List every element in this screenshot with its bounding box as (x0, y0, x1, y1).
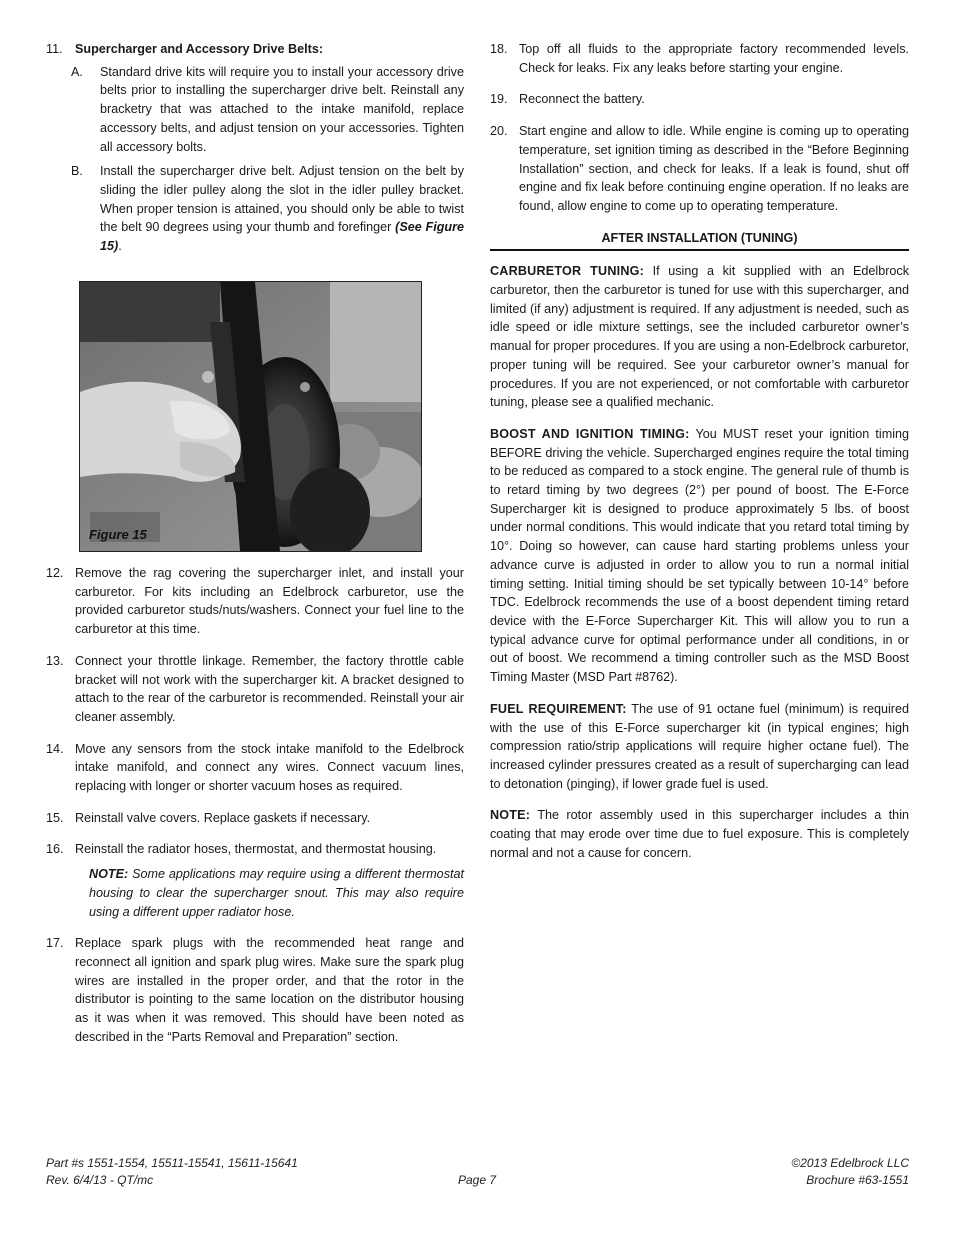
step-number: 14. (46, 741, 64, 756)
substep-text: Standard drive kits will require you to install your accessory drive belts prior to installing the supercharger drive belt. Reinstall any bracketry that was attached to the intake manifold, replace accessory belts, and adjust tension on your accessories. Tighten all accessory bolts. (100, 64, 464, 154)
step-14 (46, 740, 464, 796)
rotor-note-paragraph (490, 806, 909, 862)
step-title: Supercharger and Accessory Drive Belts: (75, 42, 324, 56)
step-text: Move any sensors from the stock intake manifold to the Edelbrock intake manifold, and connect any wires. Connect vacuum lines, replacing with longer or shorter vacuum hoses as required. (75, 741, 464, 794)
step-number: 13. (46, 653, 64, 668)
step-text: Top off all fluids to the appropriate factory recommended levels. Check for leaks. Fix any leaks before starting your engine. (519, 42, 909, 75)
paragraph-lead: BOOST AND IGNITION TIMING: (490, 426, 690, 441)
step-number: 12. (46, 566, 64, 580)
step-number: 11. (46, 42, 63, 56)
step-11b (71, 162, 464, 256)
footer-page-number: Page 7 (457, 1173, 497, 1187)
figure-15-image (80, 282, 421, 551)
footer-copyright-line: ©2013 Edelbrock LLC (791, 1156, 909, 1170)
step-number: 17. (46, 936, 64, 951)
step-number: 18. (490, 42, 508, 56)
carburetor-tuning-paragraph (490, 262, 909, 412)
step-text: Connect your throttle linkage. Remember, the factory throttle cable bracket will not work with the supercharger kit. A bracket designed to attach to the rear of the carburetor is recommended. Reinstall your air cleaner assembly. (75, 653, 464, 724)
figure-15-photo (79, 281, 422, 552)
step-text: Reinstall valve covers. Replace gaskets if necessary. (75, 810, 371, 825)
step-text: Reinstall the radiator hoses, thermostat, and thermostat housing. (75, 842, 437, 857)
footer-copyright (791, 1155, 909, 1188)
step-20 (490, 122, 909, 216)
step-number: 15. (46, 810, 64, 825)
step-number: 16. (46, 842, 64, 857)
paragraph-lead: CARBURETOR TUNING: (490, 264, 645, 279)
step-19 (490, 90, 909, 109)
paragraph-text: You MUST reset your ignition timing BEFORE driving the vehicle. Supercharged engines require the total timing to be reduced as compared to a stock engine. The general rule of thumb is to retard timing by two degrees (2°) per pound of boost. The E-Force Supercharger kit is designed to produce approximately 5 lbs. of boost under normal conditions. This would indicate that you retard total timing by 10°. Doing so however, can cause hard starting problems unless your advance curve is adjusted in order to allow you to run a normal initial timing setting. Initial timing should be set typically between 10-14° before TDC. Edelbrock recommends the use of a boost dependent timing retard device with the E-Force Supercharger Kit. This will allow you to run a typical advance curve for optimal performance under all conditions, in or out of boost. We recommend a timing controller such as the MSD Boost Timing Master (MSD Part #8762). (490, 426, 909, 685)
footer-part-line: Part #s 1551-1554, 15511-15541, 15611-15641 (46, 1156, 298, 1170)
paragraph-text: The use of 91 octane fuel (minimum) is required with the use of this E-Force supercharger kit (in typical engines; high compression ratio/strip applications will require higher octane fuel). The increased cylinder pressures created as a result of supercharging can lead to detonation (pinging), if lower grade fuel is used. (490, 701, 909, 791)
step-text: Start engine and allow to idle. While engine is coming up to operating temperature, set ignition timing as described in the “Before Beginning Installation” section, and check for leaks. If a leak is found, shut off engine and fix leak before continuing engine operation. If no leaks are found, allow engine to come up to operating temperature. (519, 124, 909, 213)
paragraph-text: If using a kit supplied with an Edelbrock carburetor, then the carburetor is tuned for use with this supercharger, and limited (if any) adjustment is required. If any adjustment is needed, such as idle speed or idle mixture settings, see the included carburetor owner’s manual for proper procedures. If you are using a non-Edelbrock carburetor, proper tuning will be required. See your carburetor owner’s manual for procedures. If you are not experienced, or not comfortable with carburetor tuning, please see a qualified mechanic. (490, 264, 910, 410)
figure-reference: (See Figure 15) (100, 220, 464, 254)
paragraph-lead: FUEL REQUIREMENT: (490, 701, 627, 716)
boost-timing-paragraph (490, 425, 909, 687)
step-16 (46, 840, 464, 921)
step-text: Replace spark plugs with the recommended heat range and reconnect all ignition and spark plug wires. Make sure the spark plug wires are installed in the proper order, and that the rotor in the distributor is pointing to the same location on the distributor housing as it was when it was removed. This should have been noted as described in the “Parts Removal and Preparation” section. (75, 936, 464, 1044)
step-16-note (75, 865, 464, 921)
step-number: 19. (490, 92, 508, 107)
note-label: NOTE: (89, 867, 129, 882)
note-text: Some applications may require using a different thermostat housing to clear the supercharger snout. This may also require using a different upper radiator hose. (89, 867, 464, 919)
section-heading: AFTER INSTALLATION (TUNING) (490, 229, 909, 252)
substep-letter: B. (71, 164, 83, 179)
step-15 (46, 809, 464, 828)
step-18 (490, 40, 909, 77)
step-12 (46, 564, 464, 639)
left-column (46, 40, 464, 262)
paragraph-lead: NOTE: (490, 808, 531, 823)
step-text: Reconnect the battery. (519, 92, 645, 107)
step-number: 20. (490, 124, 508, 139)
fuel-requirement-paragraph (490, 700, 909, 794)
step-11a (71, 63, 464, 157)
right-column (490, 40, 909, 875)
step-11 (46, 40, 464, 59)
figure-caption: Figure 15 (89, 527, 147, 543)
substep-text: Install the supercharger drive belt. Adjust tension on the belt by sliding the idler pulley along the slot in the idler pulley bracket. When proper tension is attained, you should only be able to twist the belt 90 degrees using your thumb and forefinger (100, 164, 464, 235)
substep-end: . (118, 239, 122, 254)
footer-revision-line: Rev. 6/4/13 - QT/mc (46, 1172, 154, 1187)
footer-brochure-line: Brochure #63-1551 (806, 1172, 909, 1187)
step-17 (46, 934, 464, 1046)
step-13 (46, 652, 464, 727)
step-text: Remove the rag covering the supercharger inlet, and install your carburetor. For kits including an Edelbrock carburetor, use the provided carburetor studs/nuts/washers. Connect your fuel line to the carburetor at this time. (75, 566, 464, 637)
left-column-lower (46, 564, 464, 1059)
paragraph-text: The rotor assembly used in this supercharger includes a thin coating that may erode over time due to fuel exposure. This is completely normal and not a cause for concern. (490, 808, 909, 860)
substep-letter: A. (71, 64, 83, 79)
